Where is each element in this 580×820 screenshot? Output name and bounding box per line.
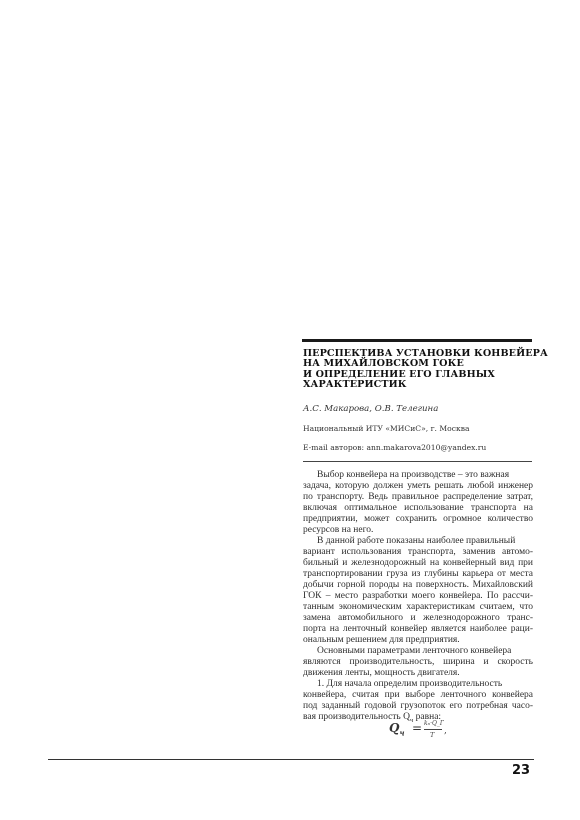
formula-numerator: kₙ·Q_Г <box>424 720 444 727</box>
body-line: замена автомобильного и железнодорожного транс- <box>303 613 533 623</box>
body-line: под заданный годовой грузопоток его потребная часо- <box>303 701 533 711</box>
title-line: И ОПРЕДЕЛЕНИЕ ЕГО ГЛАВНЫХ <box>303 368 495 380</box>
body-line: ГОК – место разработки моего конвейера. По рассчи- <box>303 591 533 601</box>
article-title <box>303 348 548 390</box>
body-line: вариант использования транспорта, заменив автомо- <box>303 547 533 557</box>
page-number: 23 <box>512 763 531 778</box>
top-rule <box>302 339 532 342</box>
title-line: ПЕРСПЕКТИВА УСТАНОВКИ КОНВЕЙЕРА <box>303 348 548 359</box>
body-line: предприятии, может сохранить огромное количество <box>303 514 533 524</box>
body-line: В данной работе показаны наиболее правильный <box>317 536 516 546</box>
formula-lhs <box>389 721 404 737</box>
body-line: танным экономическим характеристикам считаем, что <box>303 602 533 612</box>
body-line: транспортировании груза из глубины карьера от места <box>303 569 533 579</box>
formula-equals: = <box>412 721 423 735</box>
body-line: движения ленты, мощность двигателя. <box>303 668 460 678</box>
title-line: НА МИХАЙЛОВСКОМ ГОКЕ <box>303 358 464 370</box>
body-line: конвейера, считая при выборе ленточного конвейера <box>303 690 533 700</box>
subscript: ч <box>410 716 414 724</box>
formula-q: Q <box>389 721 400 735</box>
header-divider <box>303 461 532 462</box>
body-line: бильный и железнодорожный на конвейерный вид при <box>303 558 533 568</box>
body-line: ональным решением для предприятия. <box>303 635 460 645</box>
body-line: включая оптимальное использование транспорта на <box>303 503 533 513</box>
footer-rule <box>48 759 534 760</box>
title-line: ХАРАКТЕРИСТИК <box>303 378 407 390</box>
body-line: Основными параметрами ленточного конвейера <box>317 646 512 656</box>
formula-lhs-subscript: ч <box>399 728 405 738</box>
body-line-text: вая производительность Q <box>303 712 411 722</box>
authors: А.С. Макарова, О.В. Телегина <box>303 404 439 414</box>
affiliation: Национальный ИТУ «МИСиС», г. Москва <box>303 424 470 433</box>
author-email: E-mail авторов: ann.makarova2010@yandex.ru <box>303 443 487 452</box>
body-line-text: равна: <box>413 712 442 722</box>
fraction-bar <box>424 729 442 730</box>
article-body <box>303 470 533 726</box>
body-line: Выбор конвейера на производстве – это важная <box>317 470 510 480</box>
body-line: добычи горной породы на поверхность. Михайловский <box>303 580 533 590</box>
body-line: задача, которую должен уметь решать любой инженер <box>303 481 533 491</box>
body-line: являются производительность, ширина и скорость <box>303 657 533 667</box>
body-line: 1. Для начала определим производительность <box>317 679 503 689</box>
productivity-formula <box>389 720 449 742</box>
body-line: порта на ленточный конвейер является наиболее раци- <box>303 624 533 634</box>
body-line: ресурсов на него. <box>303 525 374 535</box>
formula-denominator: T <box>430 731 435 739</box>
formula-trailing-comma: , <box>444 726 447 736</box>
body-line: по транспорту. Ведь правильное распределение затрат, <box>303 492 533 502</box>
